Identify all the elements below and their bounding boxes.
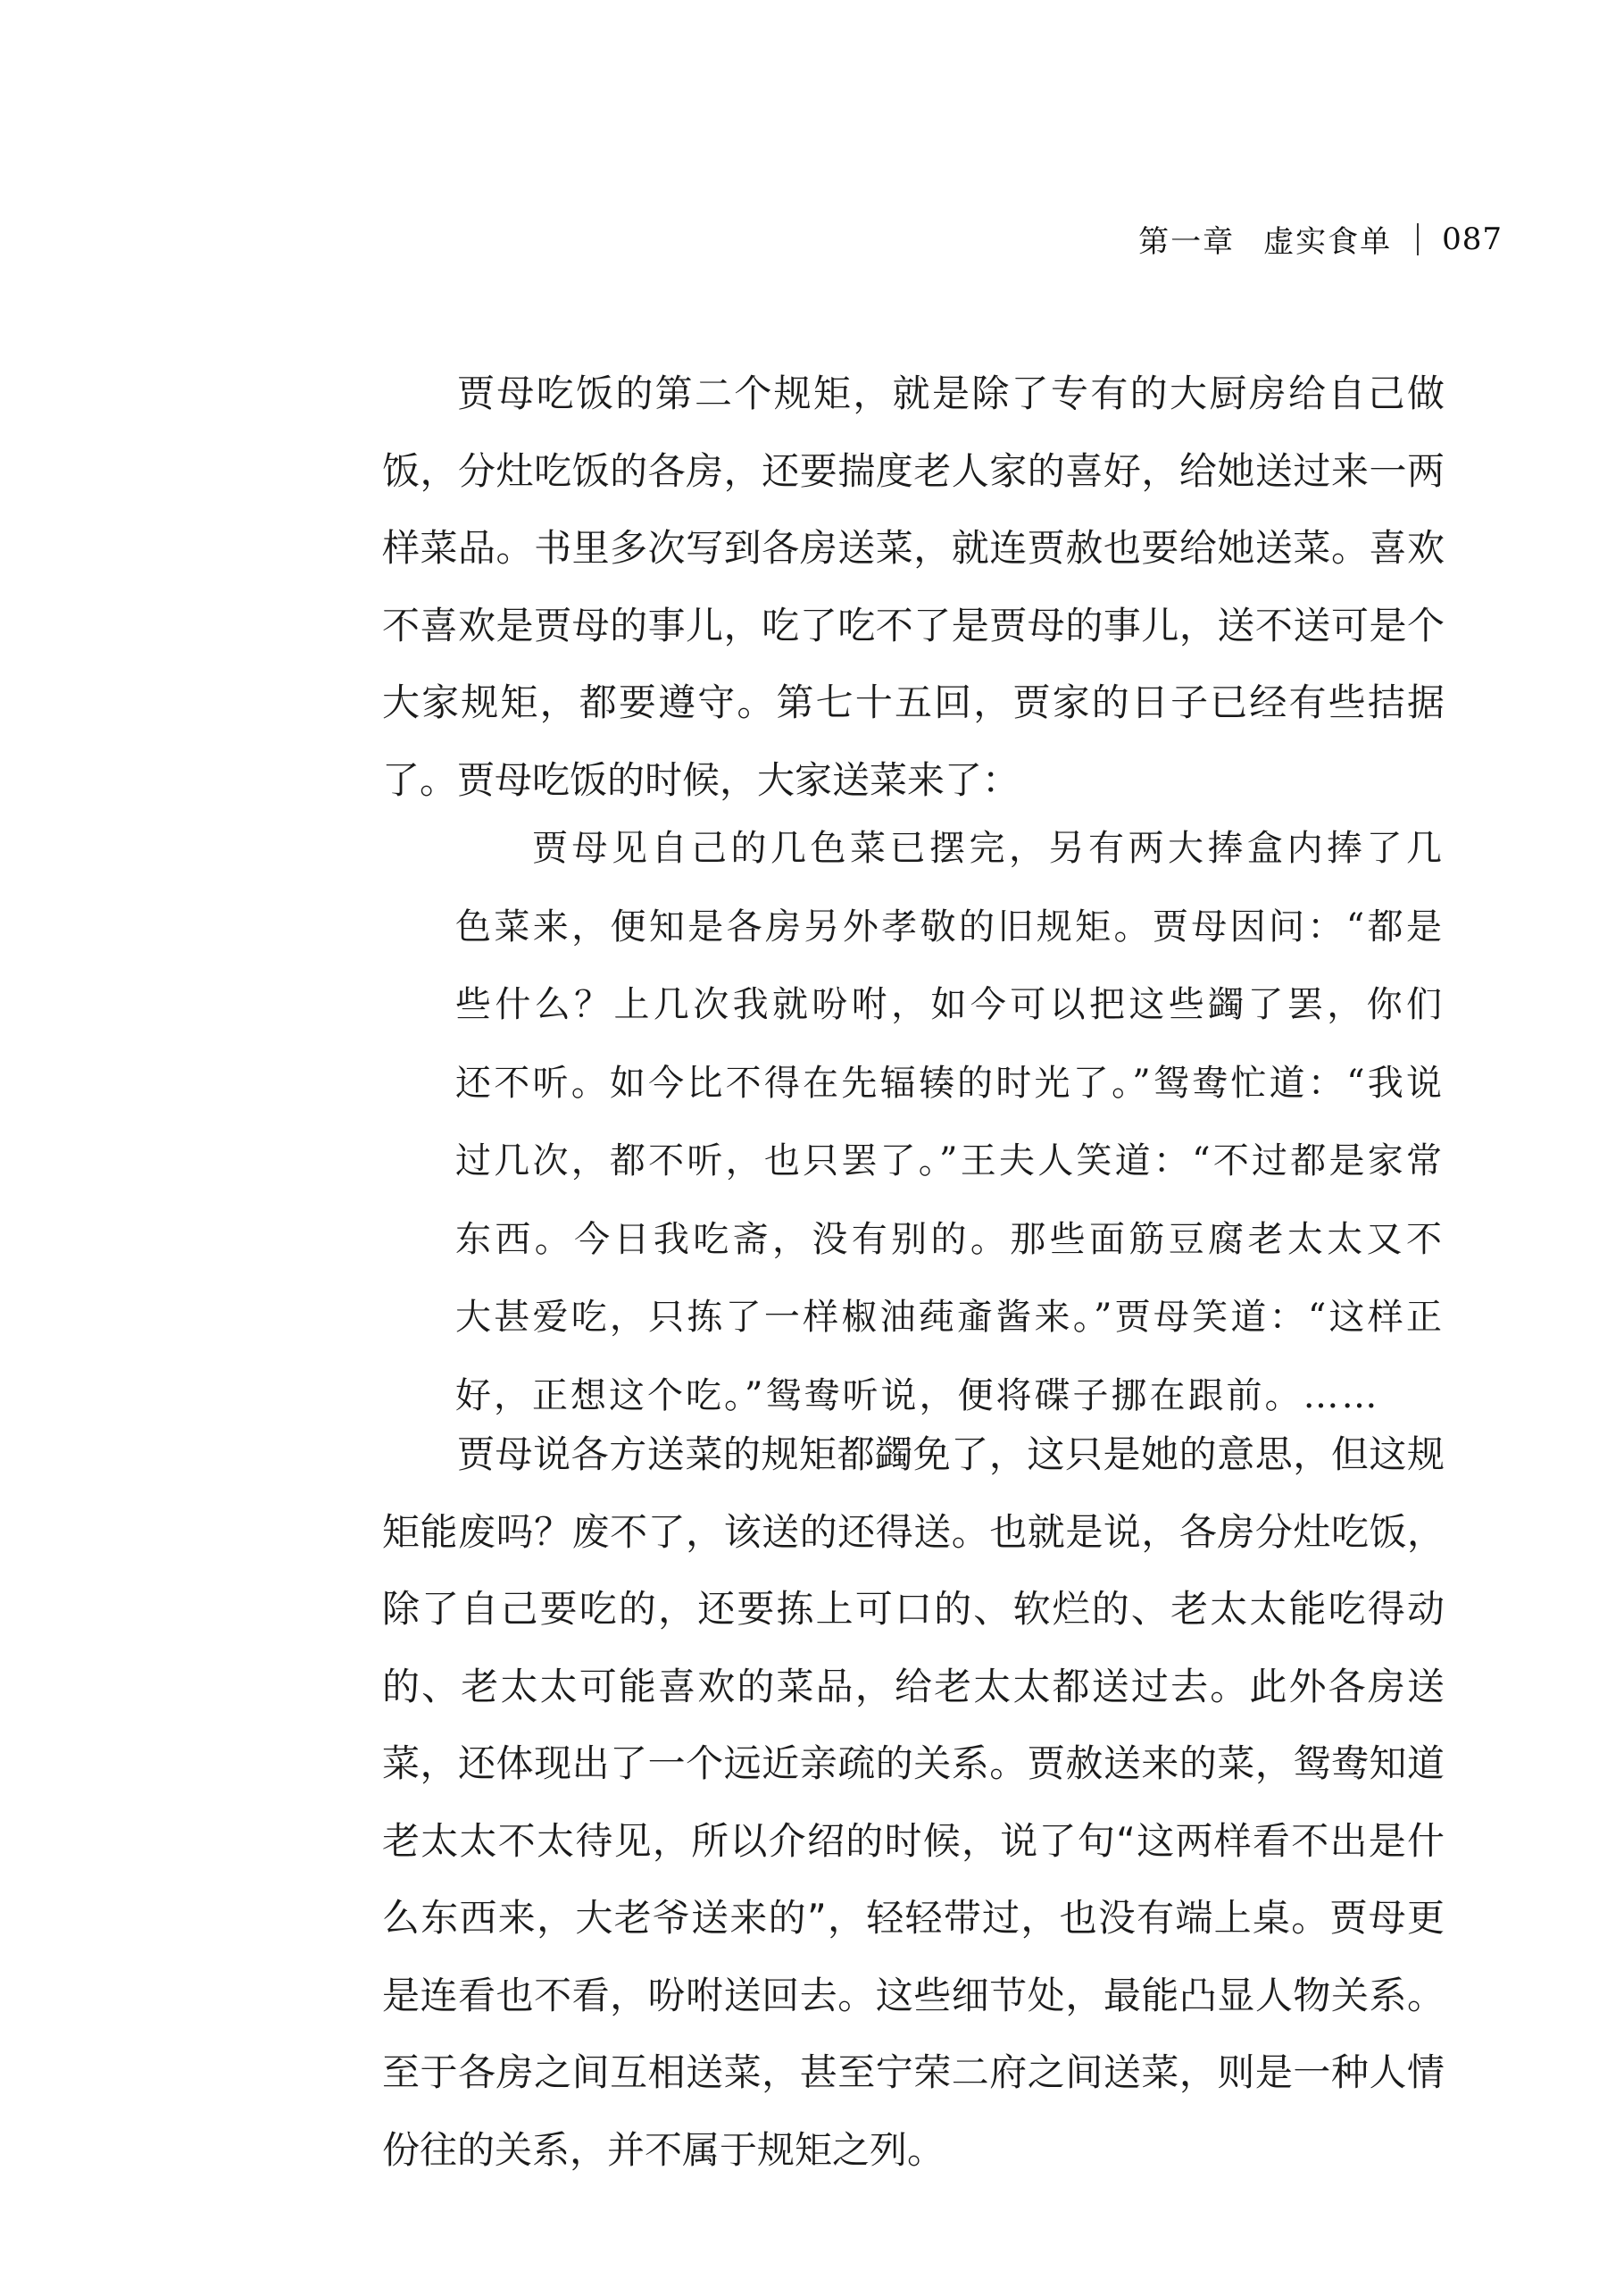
block-quote: 贾母见自己的几色菜已摆完，另有两大捧盒内捧了几色菜来，便知是各房另外孝敬的旧规矩。贾母因问：“都是些什么？上几次我就吩咐，如今可以把这些蠲了罢，你们还不听。如今比不得在先辐辏的时光了。”鸳鸯忙道：“我说过几次，都不听，也只罢了。”王夫人笑道：“不过都是家常东西。今日我吃斋，没有别的。那些面筋豆腐老太太又不大甚爱吃，只拣了一样椒油莼齑酱来。”贾母笑道：“这样正好，正想这个吃。”鸳鸯听说，便将碟子挪在跟前。……	[455, 828, 1445, 1416]
header-divider	[1417, 223, 1419, 255]
body-paragraph-1: 贾母吃饭的第二个规矩，就是除了专有的大厨房给自己做饭，分灶吃饭的各房，还要揣度老人家的喜好，给她送过来一两样菜品。书里多次写到各房送菜，就连贾赦也要给她送菜。喜欢不喜欢是贾母的事儿，吃了吃不了是贾母的事儿，送不送可是个大家规矩，都要遵守。第七十五回，贾家的日子已经有些拮据了。贾母吃饭的时候，大家送菜来了：	[382, 371, 1445, 802]
chapter-title: 虚实食单	[1263, 224, 1393, 260]
body-paragraph-2: 贾母说各方送菜的规矩都蠲免了，这只是她的意思，但这规矩能废吗？废不了，该送的还得送。也就是说，各房分灶吃饭，除了自己要吃的，还要拣上可口的、软烂的、老太太能吃得动的、老太太可能喜欢的菜品，给老太太都送过去。此外各房送菜，还体现出了一个远近亲疏的关系。贾赦送来的菜，鸳鸯知道老太太不太待见，所以介绍的时候，说了句“这两样看不出是什么东西来，大老爷送来的”，轻轻带过，也没有端上桌。贾母更是连看也不看，吩咐送回去。这些细节处，最能凸显人物关系。至于各房之间互相送菜，甚至宁荣二府之间送菜，则是一种人情份往的关系，并不属于规矩之列。	[382, 1432, 1445, 2172]
running-header	[1138, 217, 1503, 261]
chapter-number: 第一章	[1138, 224, 1236, 260]
page-number: 087	[1442, 221, 1503, 257]
